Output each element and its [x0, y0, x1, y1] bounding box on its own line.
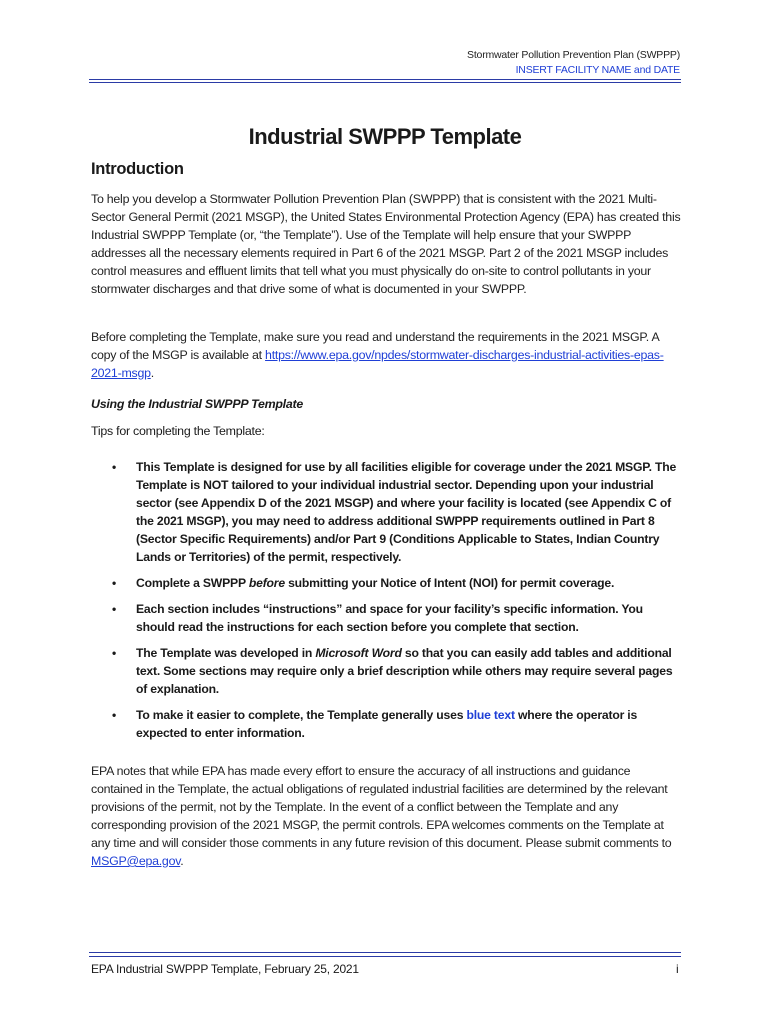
bullet-icon: • — [112, 708, 117, 722]
footer-document-info: EPA Industrial SWPPP Template, February 25, 2021 — [91, 962, 359, 976]
list-item-text-pre: The Template was developed in — [136, 646, 316, 660]
list-item — [108, 458, 683, 566]
header-rule-thin — [89, 82, 681, 83]
blue-text-sample: blue text — [466, 708, 515, 722]
bullet-icon: • — [112, 460, 117, 474]
list-item-emphasis: Microsoft Word — [315, 646, 402, 660]
tips-label: Tips for completing the Template: — [91, 424, 265, 438]
list-item-text-post: so that you can easily add tables and additional text. Some sections may require only a brief description while others may require several pages of explanation. — [136, 646, 673, 696]
bullet-icon: • — [112, 576, 117, 590]
list-item — [108, 706, 683, 742]
closing-paragraph-text: EPA notes that while EPA has made every effort to ensure the accuracy of all instructions and guidance contained in the Template, the actual obligations of regulated industrial facilities are determined by the relevant provisions of the permit, not by the Template. In the event of a conflict between the Template and any corresponding provision of the 2021 MSGP, the permit controls. EPA welcomes comments on the Template at any time and will consider those comments in any future revision of this document. Please submit comments to — [91, 764, 672, 850]
header-rule — [89, 79, 681, 80]
msgp-paragraph-end: . — [150, 366, 154, 380]
tips-list — [108, 458, 683, 750]
page-number: i — [676, 962, 679, 976]
header-plan-title: Stormwater Pollution Prevention Plan (SWPPP) — [467, 49, 680, 61]
msgp-link[interactable]: https://www.epa.gov/npdes/stormwater-discharges-industrial-activities-epas-2021-msgp — [91, 348, 664, 380]
list-item-text: Each section includes “instructions” and space for your facility’s specific information. You should read the instructions for each section before you complete that section. — [136, 602, 643, 634]
email-link[interactable]: MSGP@epa.gov — [91, 854, 181, 868]
list-item-text-post: submitting your Notice of Intent (NOI) for permit coverage. — [284, 576, 615, 590]
bullet-icon: • — [112, 602, 117, 616]
document-title: Industrial SWPPP Template — [248, 124, 522, 149]
msgp-paragraph — [91, 328, 681, 382]
list-item-text-pre: Complete a SWPPP — [136, 576, 249, 590]
list-item — [108, 574, 683, 592]
list-item — [108, 644, 683, 698]
footer-rule-thin — [89, 956, 681, 957]
page-header — [467, 48, 680, 78]
msgp-paragraph-text: Before completing the Template, make sure you read and understand the requirements in the 2021 MSGP. A copy of the MSGP is available at — [91, 330, 659, 362]
closing-paragraph-end: . — [180, 854, 184, 868]
bullet-icon: • — [112, 646, 117, 660]
intro-paragraph: To help you develop a Stormwater Pollution Prevention Plan (SWPPP) that is consistent with the 2021 Multi-Sector General Permit (2021 MSGP), the United States Environmental Protection Agency (EPA) has created this Industrial SWPPP Template (or, “the Template”). Use of the Template will help ensure that your SWPPP addresses all the necessary elements required in Part 6 of the 2021 MSGP. Part 2 of the 2021 MSGP includes control measures and effluent limits that tell what you must physically do on-site to control pollutants in your stormwater discharges and that drive some of what is documented in your SWPPP. — [91, 192, 681, 296]
list-item-emphasis: before — [248, 576, 285, 590]
list-item-text-post: where the operator is expected to enter information. — [136, 708, 638, 740]
list-item-text-pre: To make it easier to complete, the Template generally uses — [136, 708, 467, 722]
list-item-text: This Template is designed for use by all facilities eligible for coverage under the 2021 MSGP. The Template is NOT tailored to your individual industrial sector. Depending upon your industrial sector (see Appendix D of the 2021 MSGP) and where your facility is located (see Appendix C of the 2021 MSGP), you may need to address additional SWPPP requirements outlined in Part 8 (Sector Specific Requirements) and/or Part 9 (Conditions Applicable to States, Indian Country Lands or Territories) of the permit, respectively. — [136, 460, 677, 564]
footer-rule — [89, 952, 681, 953]
header-facility-placeholder: INSERT FACILITY NAME and DATE — [515, 64, 680, 76]
introduction-heading: Introduction — [91, 160, 184, 178]
list-item — [108, 600, 683, 636]
closing-paragraph — [91, 762, 681, 870]
using-template-heading: Using the Industrial SWPPP Template — [91, 397, 304, 411]
